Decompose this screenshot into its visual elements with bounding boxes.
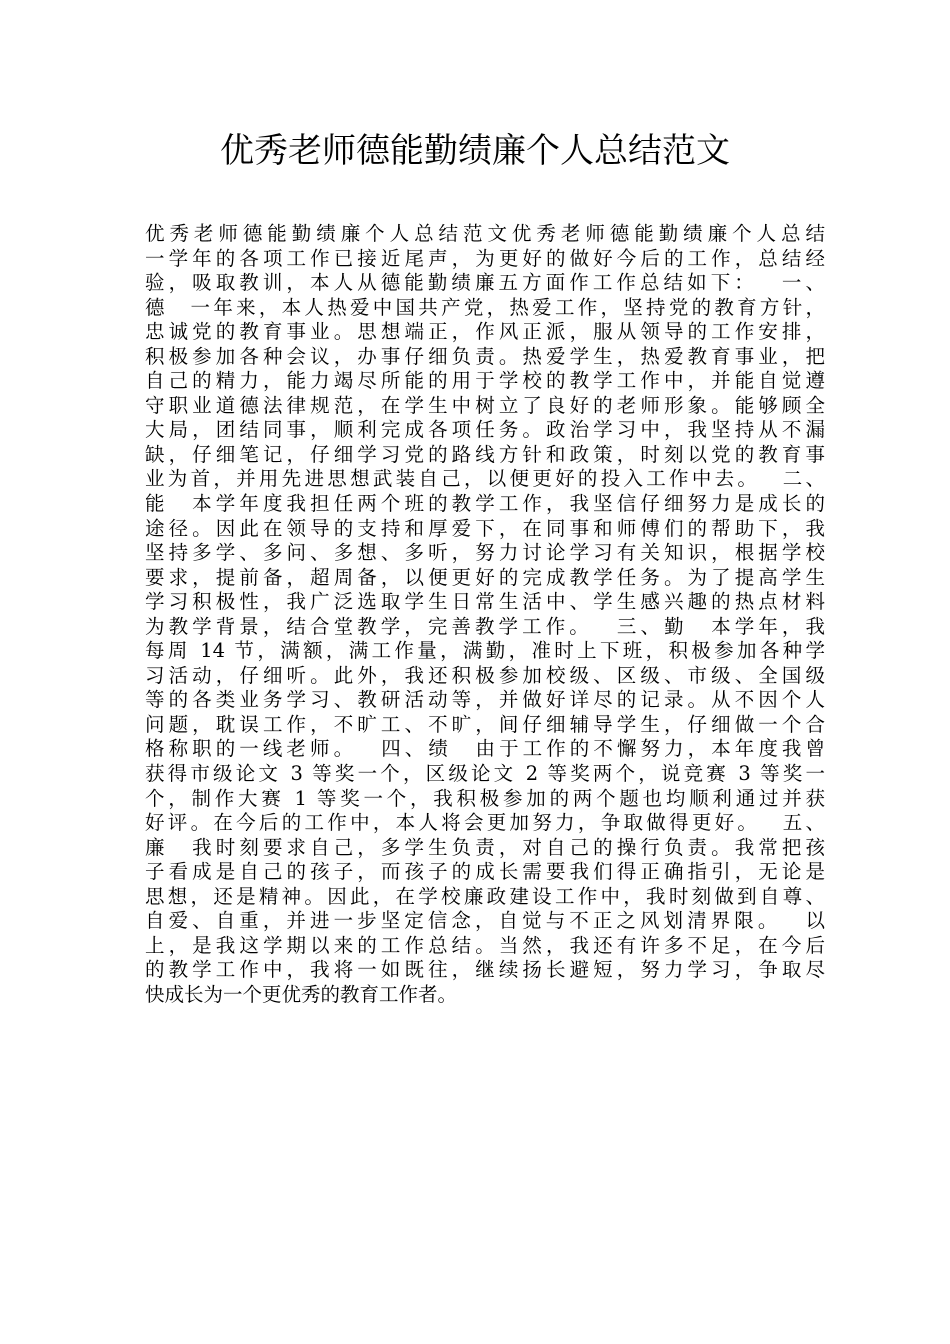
body-line: 问题，耽误工作，不旷工、不旷，间仔细辅导学生，仔细做一个合: [145, 712, 825, 736]
body-line: 德 一年来，本人热爱中国共产党，热爱工作，坚持党的教育方针，: [145, 295, 825, 319]
body-line: 忠诚党的教育事业。思想端正，作风正派，服从领导的工作安排，: [145, 320, 825, 344]
body-line: 为教学背景，结合堂教学，完善教学工作。 三、勤 本学年，我: [145, 614, 825, 638]
body-line: 好评。在今后的工作中，本人将会更加努力，争取做得更好。 五、: [145, 811, 825, 835]
document-title: 优秀老师德能勤绩廉个人总结范文: [220, 131, 730, 171]
body-line: 快成长为一个更优秀的教育工作者。: [145, 982, 458, 1006]
body-line: 一学年的各项工作已接近尾声，为更好的做好今后的工作，总结经: [145, 246, 825, 270]
body-line: 途径。因此在领导的支持和厚爱下，在同事和师傅们的帮助下，我: [145, 516, 825, 540]
body-line: 自爱、自重，并进一步坚定信念，自觉与不正之风划清界限。 以: [145, 909, 825, 933]
body-line: 思想，还是精神。因此，在学校廉政建设工作中，我时刻做到自尊、: [145, 884, 825, 908]
body-line: 格称职的一线老师。 四、绩 由于工作的不懈努力，本年度我曾: [145, 737, 825, 761]
body-line: 的教学工作中，我将一如既往，继续扬长避短，努力学习，争取尽: [145, 958, 825, 982]
body-line: 每周 14 节，满额，满工作量，满勤，准时上下班，积极参加各种学: [145, 639, 825, 663]
body-line: 子看成是自己的孩子，而孩子的成长需要我们得正确指引，无论是: [145, 860, 825, 884]
body-line: 学习积极性，我广泛选取学生日常生活中、学生感兴趣的热点材料: [145, 590, 825, 614]
body-line: 习活动，仔细听。此外，我还积极参加校级、区级、市级、全国级: [145, 663, 825, 687]
body-line: 守职业道德法律规范，在学生中树立了良好的老师形象。能够顾全: [145, 393, 825, 417]
body-line: 上，是我这学期以来的工作总结。当然，我还有许多不足，在今后: [145, 933, 825, 957]
body-line: 业为首，并用先进思想武装自己，以便更好的投入工作中去。 二、: [145, 467, 825, 491]
body-line: 廉 我时刻要求自己，多学生负责，对自己的操行负责。我常把孩: [145, 835, 825, 859]
body-line: 积极参加各种会议，办事仔细负责。热爱学生，热爱教育事业，把: [145, 344, 825, 368]
body-line: 自己的精力，能力竭尽所能的用于学校的教学工作中，并能自觉遵: [145, 369, 825, 393]
body-line: 缺，仔细笔记，仔细学习党的路线方针和政策，时刻以党的教育事: [145, 442, 825, 466]
body-line: 坚持多学、多问、多想、多听，努力讨论学习有关知识，根据学校: [145, 541, 825, 565]
body-line: 个，制作大赛 1 等奖一个，我积极参加的两个题也均顺利通过并获: [145, 786, 825, 810]
body-line: 能 本学年度我担任两个班的教学工作，我坚信仔细努力是成长的: [145, 492, 825, 516]
body-line: 优秀老师德能勤绩廉个人总结范文优秀老师德能勤绩廉个人总结: [145, 222, 825, 245]
body-line: 要求，提前备，超周备，以便更好的完成教学任务。为了提高学生: [145, 565, 825, 589]
body-line: 验，吸取教训，本人从德能勤绩廉五方面作工作总结如下： 一、: [145, 271, 825, 295]
body-line: 等的各类业务学习、教研活动等，并做好详尽的记录。从不因个人: [145, 688, 825, 712]
body-line: 大局，团结同事，顺利完成各项任务。政治学习中，我坚持从不漏: [145, 418, 825, 442]
document-body: [145, 222, 825, 1008]
body-line: 获得市级论文 3 等奖一个，区级论文 2 等奖两个，说竞赛 3 等奖一: [145, 762, 825, 786]
